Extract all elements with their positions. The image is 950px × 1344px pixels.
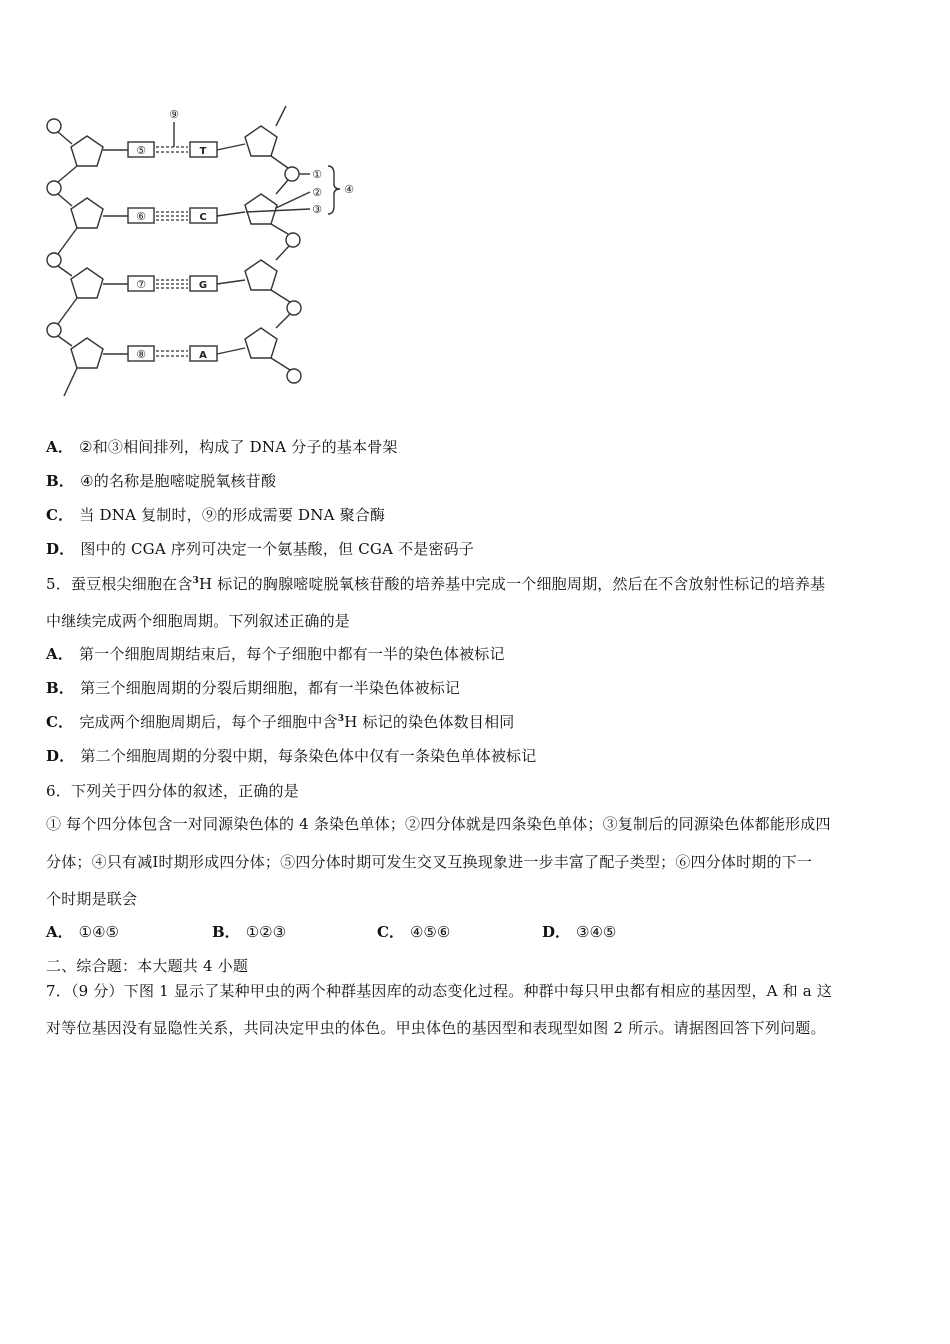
q5-option-d [46, 745, 536, 766]
option-text: 当 DNA 复制时，⑨的形成需要 DNA 聚合酶 [79, 506, 386, 524]
q5-option-a [46, 643, 505, 664]
option-label: B． [46, 472, 75, 490]
choice-text: ④⑤⑥ [409, 923, 451, 941]
sugar-right-3 [245, 260, 277, 290]
choice-label: B． [212, 923, 240, 941]
option-text: 图中的 CGA 序列可决定一个氨基酸，但 CGA 不是密码子 [80, 540, 475, 558]
phosphate-left-3 [47, 253, 61, 267]
choice-text: ③④⑤ [576, 923, 617, 941]
base-right-label-1: T [199, 146, 207, 157]
choice-label: C． [377, 923, 404, 941]
option-text-post: H 标记的染色体数目相同 [344, 713, 515, 731]
label-1: ① [312, 168, 322, 181]
label-hydrogen-bond: ⑨ [169, 108, 179, 121]
option-text: 第三个细胞周期的分裂后期细胞，都有一半染色体被标记 [80, 679, 461, 697]
base-right-label-3: G [198, 280, 208, 291]
sugar-right-1 [245, 126, 277, 156]
label-4: ④ [344, 183, 354, 196]
option-label: A． [46, 645, 74, 663]
q5-stem-pre: 5．蚕豆根尖细胞在含 [46, 575, 193, 593]
q4-option-c [46, 504, 385, 525]
q4-option-b [46, 470, 276, 491]
base-left-label-4: ⑧ [136, 348, 146, 361]
q5-stem-line1 [46, 573, 825, 594]
sugar-left-4 [71, 338, 103, 368]
superscript: 3 [337, 714, 345, 724]
phosphate-right-3 [287, 301, 301, 315]
choice-label: D． [542, 923, 571, 941]
superscript: 3 [192, 576, 200, 586]
section-heading: 二、综合题：本大题共 4 小题 [46, 957, 249, 975]
base-left-label-1: ⑤ [136, 144, 146, 157]
option-text: ④的名称是胞嘧啶脱氧核苷酸 [80, 472, 277, 490]
phosphate-right-4 [287, 369, 301, 383]
option-text: 第二个细胞周期的分裂中期，每条染色体中仅有一条染色单体被标记 [80, 747, 537, 765]
option-text: 第一个细胞周期结束后，每个子细胞中都有一半的染色体被标记 [79, 645, 505, 663]
sugar-right-2 [245, 194, 277, 224]
option-text-pre: 完成两个细胞周期后，每个子细胞中含 [79, 713, 338, 731]
option-label: D． [46, 747, 75, 765]
q6-stem: 6．下列关于四分体的叙述，正确的是 [46, 782, 299, 800]
option-text: ②和③相间排列，构成了 DNA 分子的基本骨架 [79, 438, 398, 456]
option-label: A． [46, 438, 74, 456]
base-left-label-3: ⑦ [136, 278, 146, 291]
choice-text: ①②③ [245, 923, 287, 941]
phosphate-right-1 [285, 167, 299, 181]
q5-stem-post: H 标记的胸腺嘧啶脱氧核苷酸的培养基中完成一个细胞周期，然后在不含放射性标记的培养基 [199, 575, 826, 593]
option-label: C． [46, 713, 74, 731]
q6-statements-line2: 分体；④只有减Ⅰ时期形成四分体；⑤四分体时期可发生交叉互换现象进一步丰富了配子类型；⑥四分体时期的下一 [46, 853, 813, 871]
choice-text: ①④⑤ [78, 923, 119, 941]
q7-line1: 7．（9 分）下图 1 显示了某种甲虫的两个种群基因库的动态变化过程。种群中每只甲虫都有相应的基因型，A 和 a 这 [46, 982, 833, 1000]
q6-choice-d [542, 921, 616, 942]
sugar-right-4 [245, 328, 277, 358]
q7-line2: 对等位基因没有显隐性关系，共同决定甲虫的体色。甲虫体色的基因型和表现型如图 2 所示。请据图回答下列问题。 [46, 1019, 826, 1037]
phosphate-left-1 [47, 119, 61, 133]
phosphate-right-2 [286, 233, 300, 247]
q4-option-a [46, 436, 398, 457]
sugar-left-2 [71, 198, 103, 228]
label-3: ③ [312, 203, 322, 216]
choice-label: A． [46, 923, 73, 941]
phosphate-left-2 [47, 181, 61, 195]
q5-stem-line2: 中继续完成两个细胞周期。下列叙述正确的是 [46, 612, 351, 630]
option-label: B． [46, 679, 75, 697]
phosphate-left-4 [47, 323, 61, 337]
q6-statements-line3: 个时期是联会 [46, 890, 138, 908]
q5-option-c [46, 711, 514, 732]
option-label: D． [46, 540, 75, 558]
q6-choice-a [46, 921, 119, 942]
q4-option-d [46, 538, 474, 559]
q6-choice-c [377, 921, 450, 942]
base-right-label-4: A [199, 350, 207, 361]
sugar-left-3 [71, 268, 103, 298]
base-left-label-2: ⑥ [136, 210, 146, 223]
dna-structure-diagram [40, 100, 370, 400]
q6-statements-line1: ① 每个四分体包含一对同源染色体的 4 条染色单体；②四分体就是四条染色单体；③复制后的同源染色体都能形成四 [46, 815, 831, 833]
q5-option-b [46, 677, 460, 698]
sugar-left-1 [71, 136, 103, 166]
option-label: C． [46, 506, 74, 524]
base-right-label-2: C [199, 212, 207, 223]
q6-choice-b [212, 921, 286, 942]
label-2: ② [312, 186, 322, 199]
